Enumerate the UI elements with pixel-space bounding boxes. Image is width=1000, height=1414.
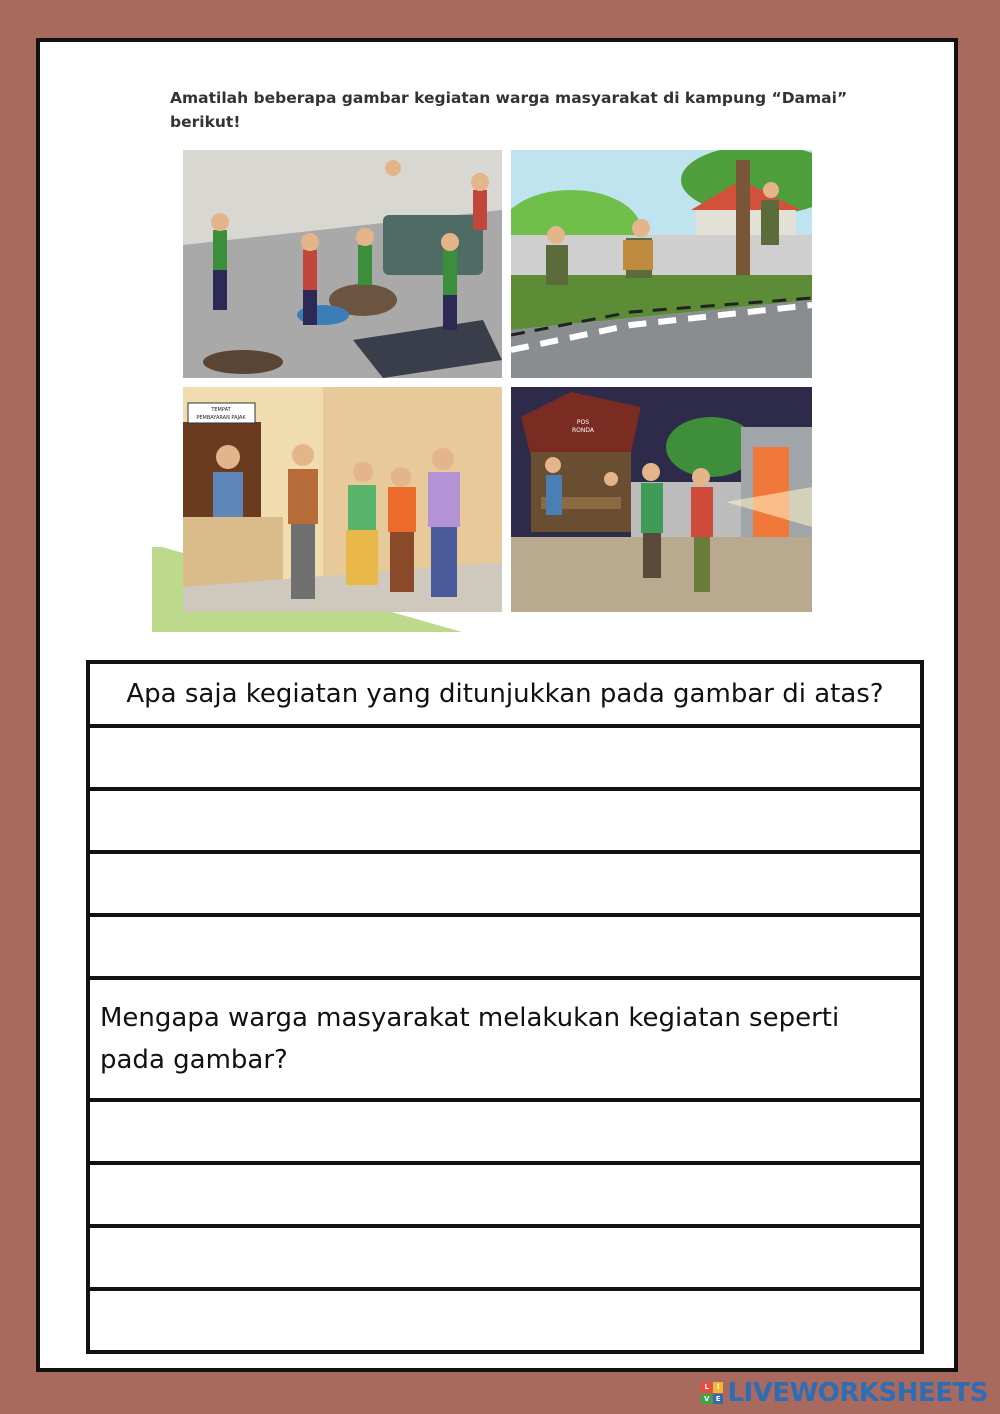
- logo-letter-l: L: [701, 1382, 712, 1393]
- picture-ronda-malam: [511, 387, 812, 612]
- answer-table: [86, 660, 924, 1354]
- instruction-line-2: berikut!: [170, 113, 241, 131]
- picture-menanam-pohon: [511, 150, 812, 378]
- sign-text-line-2: PEMBAYARAN PAJAK: [196, 415, 246, 421]
- answer-cell[interactable]: [88, 1226, 922, 1289]
- liveworksheets-logo-icon: [701, 1382, 723, 1404]
- answer-line[interactable]: [88, 1289, 922, 1352]
- answer-line[interactable]: [88, 789, 922, 852]
- logo-letter-e: E: [713, 1394, 724, 1405]
- answer-line[interactable]: [88, 852, 922, 915]
- answer-cell[interactable]: [88, 1289, 922, 1352]
- instruction-text: [170, 86, 850, 134]
- answer-line[interactable]: [88, 726, 922, 789]
- answer-line[interactable]: [88, 1163, 922, 1226]
- liveworksheets-brand-name: LIVEWORKSHEETS: [727, 1378, 988, 1408]
- answer-line[interactable]: [88, 1226, 922, 1289]
- question-row-2: [88, 978, 922, 1100]
- liveworksheets-brand[interactable]: [701, 1378, 988, 1408]
- question-1-text: Apa saja kegiatan yang ditunjukkan pada gambar di atas?: [126, 679, 884, 709]
- question-2-text: Mengapa warga masyarakat melakukan kegiatan seperti pada gambar?: [88, 978, 922, 1100]
- logo-letter-v: V: [701, 1394, 712, 1405]
- answer-cell[interactable]: [88, 789, 922, 852]
- pos-text-line-1: POS: [576, 419, 590, 426]
- worksheet-page: [36, 38, 958, 1372]
- instruction-line-1: Amatilah beberapa gambar kegiatan warga masyarakat di kampung “Damai”: [170, 89, 848, 107]
- pos-text-line-2: RONDA: [572, 427, 594, 434]
- answer-cell[interactable]: [88, 726, 922, 789]
- logo-letter-i: I: [713, 1382, 724, 1393]
- answer-cell[interactable]: [88, 852, 922, 915]
- picture-gotong-royong: [183, 150, 502, 378]
- answer-cell[interactable]: [88, 1163, 922, 1226]
- answer-line[interactable]: [88, 915, 922, 978]
- question-row-1: [88, 662, 922, 726]
- picture-membayar-pajak: [183, 387, 502, 612]
- answer-cell[interactable]: [88, 1100, 922, 1163]
- answer-cell[interactable]: [88, 915, 922, 978]
- answer-line[interactable]: [88, 1100, 922, 1163]
- sign-text-line-1: TEMPAT: [211, 407, 231, 413]
